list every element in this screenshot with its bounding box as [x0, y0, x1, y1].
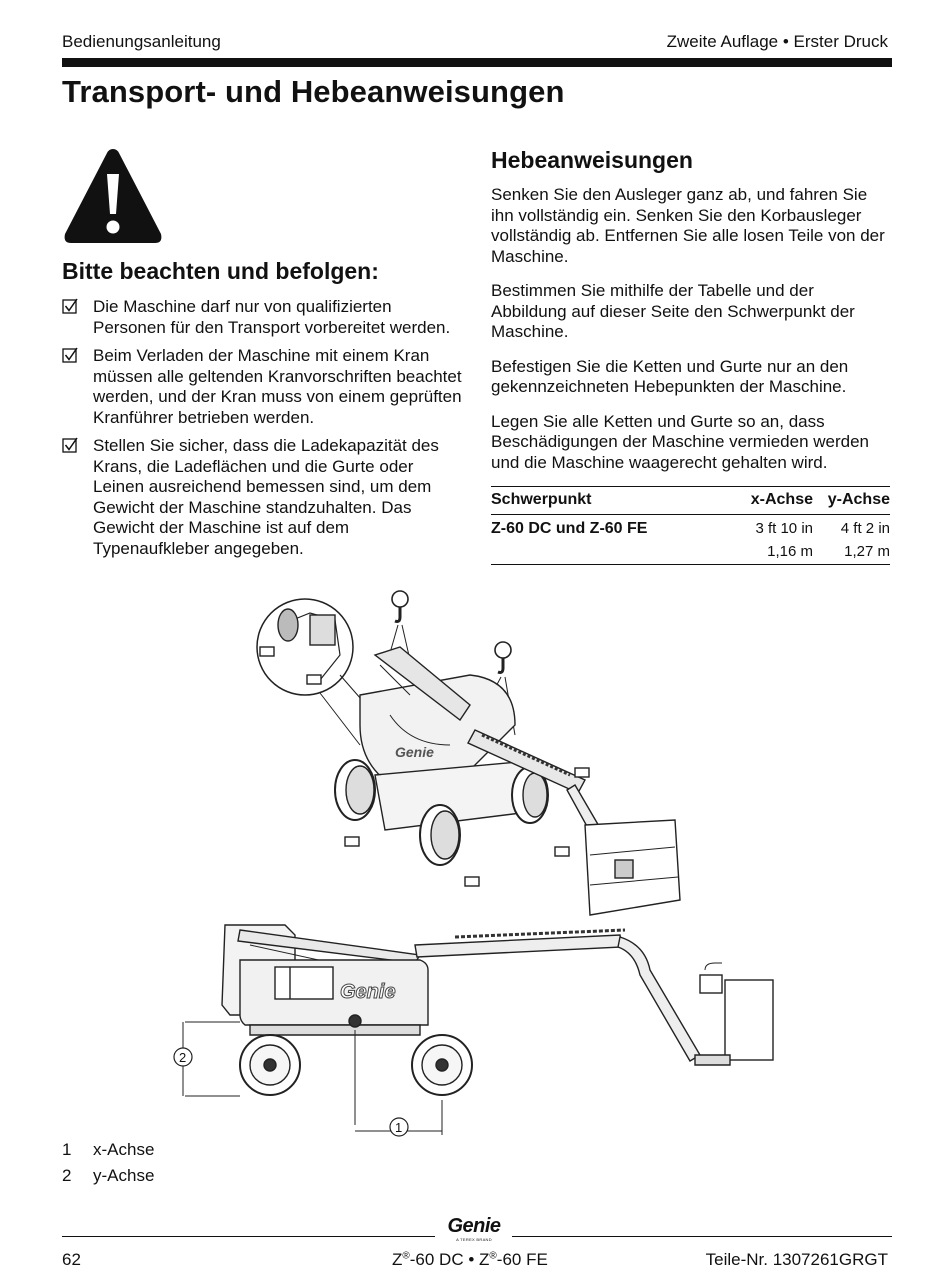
callout-1-label: 1 [395, 1120, 403, 1135]
table-row [491, 515, 890, 539]
crane-hook-icon [392, 591, 408, 622]
header-manual-label: Bedienungsanleitung [62, 32, 221, 51]
legend-item [62, 1163, 154, 1189]
crane-hook-icon [495, 642, 511, 673]
legend-number: 1 [62, 1140, 72, 1159]
page-number: 62 [62, 1250, 81, 1269]
registered-mark: ® [402, 1250, 410, 1262]
machine-lifting-figure [170, 585, 820, 1140]
footer-rule-right [512, 1236, 892, 1237]
instruction-paragraph: Senken Sie den Ausleger ganz ab, und fahren Sie ihn vollständig ein. Senken Sie den Korbausleger vollständig ab. Entfernen Sie alle losen Teile von der Maschine. [491, 185, 885, 266]
checkbox-checked-icon [62, 347, 78, 363]
observe-heading: Bitte beachten und befolgen: [62, 258, 379, 284]
col-header-x: x-Achse [728, 487, 813, 515]
registered-mark: ® [489, 1250, 497, 1262]
instruction-paragraph: Legen Sie alle Ketten und Gurte so an, dass Beschädigungen der Maschine vermieden werden und die Maschine waagerecht gehalten wird. [491, 411, 870, 472]
header-edition-label: Zweite Auflage • Erster Druck [666, 32, 888, 51]
genie-logo-text: Genie [447, 1215, 501, 1237]
col-header-schwerpunkt: Schwerpunkt [491, 487, 728, 515]
isometric-machine-drawing [257, 591, 680, 915]
checklist-item [62, 297, 462, 338]
model-text: -60 FE [496, 1250, 548, 1269]
checklist-item-text: Die Maschine darf nur von qualifizierten Personen für den Transport vorbereitet werden. [93, 297, 451, 337]
footer-rule-left [62, 1236, 435, 1237]
genie-logo-text: Genie [340, 981, 396, 1003]
instruction-paragraph: Bestimmen Sie mithilfe der Tabelle und der Abbildung auf dieser Seite den Schwerpunkt der Maschine. [491, 281, 855, 341]
checklist-item-text: Stellen Sie sicher, dass die Ladekapazität des Krans, die Ladeflächen und die Gurte oder Leinen ausreichend bemessen sind, um dem Gewicht der Maschine standzuhalten. Das Gewicht der Maschine ist auf dem Typenaufkleber angegeben. [93, 436, 439, 558]
lifting-instructions [491, 185, 891, 487]
table-header-row [491, 487, 890, 515]
model-text: -60 DC • Z [409, 1250, 490, 1269]
checkbox-checked-icon [62, 437, 78, 453]
legend-item [62, 1137, 154, 1163]
checklist-item [62, 346, 462, 428]
checklist [62, 297, 462, 567]
part-number: Teile-Nr. 1307261GRGT [705, 1250, 888, 1269]
center-of-gravity-table [491, 486, 890, 565]
checklist-item-text: Beim Verladen der Maschine mit einem Kran müssen alle geltenden Kranvorschriften beachtet werden, und der Kran muss von einem geprüften Kranführer betrieben werden. [93, 346, 462, 427]
callout-2-label: 2 [179, 1050, 187, 1065]
legend-label: y-Achse [93, 1166, 155, 1185]
checklist-item [62, 436, 462, 559]
table-cell-model: Z-60 DC und Z-60 FE [491, 520, 648, 537]
instruction-paragraph: Befestigen Sie die Ketten und Gurte nur an den gekennzeichneten Hebepunkten der Maschine. [491, 356, 849, 396]
warning-triangle-icon [62, 146, 164, 246]
col-header-y: y-Achse [813, 487, 890, 515]
genie-logo-text: Genie [395, 744, 434, 760]
terex-brand-text: A TEREX BRAND [456, 1237, 492, 1242]
table-cell-y: 4 ft 2 in [840, 520, 890, 537]
lifting-heading: Hebeanweisungen [491, 147, 693, 173]
table-cell-x: 3 ft 10 in [755, 520, 813, 537]
footer-model [392, 1250, 548, 1270]
table-row [491, 538, 890, 565]
table-cell-model [491, 538, 728, 565]
checkbox-checked-icon [62, 298, 78, 314]
page-title: Transport- und Hebeanweisungen [62, 74, 565, 109]
legend-number: 2 [62, 1166, 72, 1185]
legend-label: x-Achse [93, 1140, 155, 1159]
figure-legend [62, 1137, 154, 1189]
side-view-machine-drawing [174, 925, 773, 1136]
table-cell-x: 1,16 m [728, 538, 813, 565]
table-cell-y: 1,27 m [813, 538, 890, 565]
genie-footer-logo [440, 1215, 508, 1242]
header-rule [62, 58, 892, 67]
model-prefix: Z [392, 1250, 403, 1269]
